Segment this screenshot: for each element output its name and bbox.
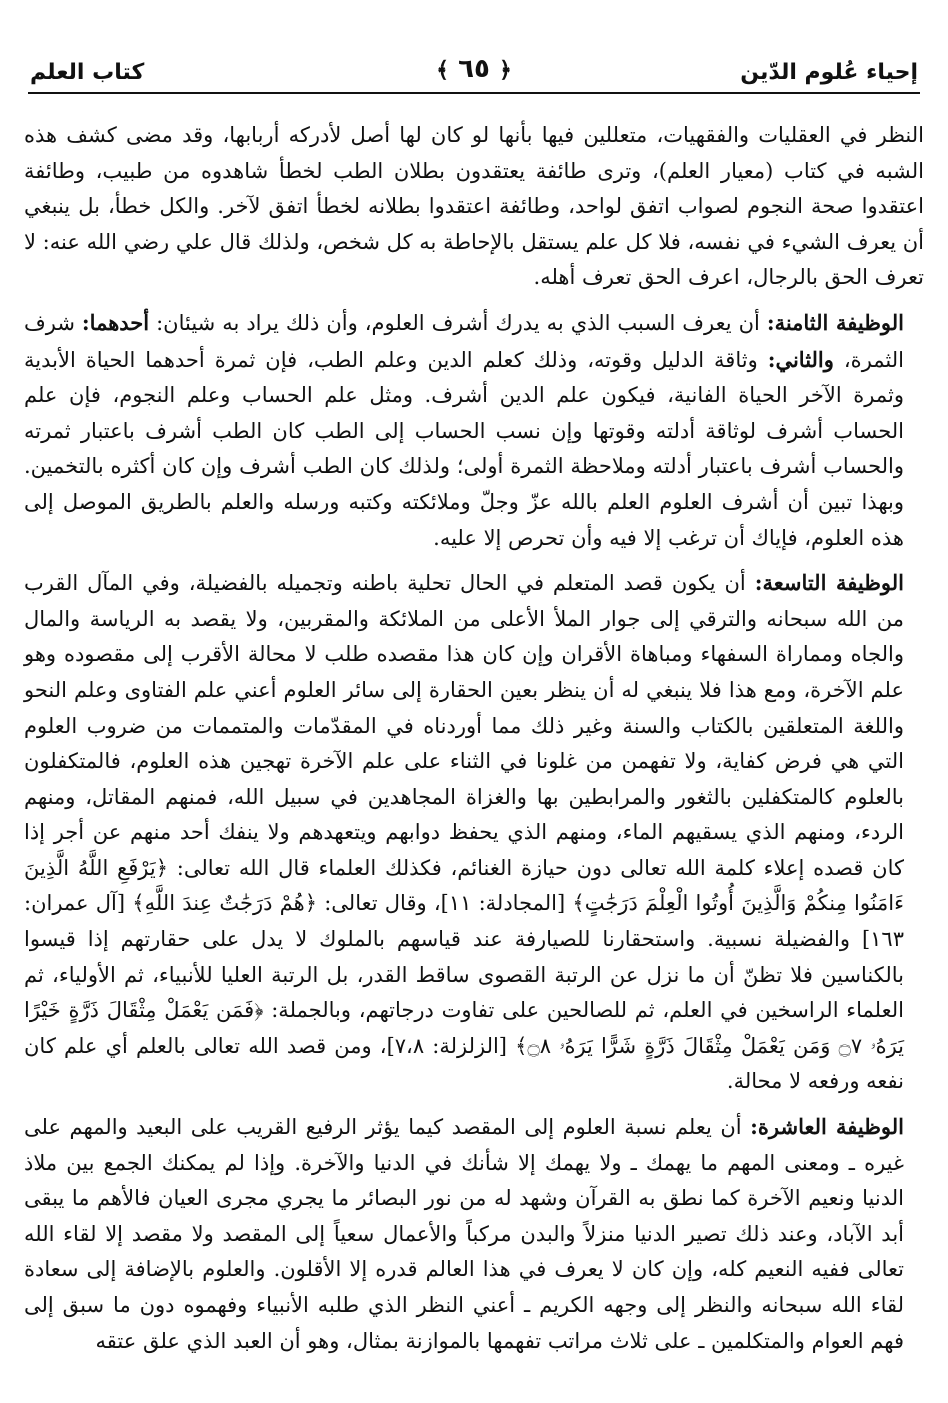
section-heading-9: الوظيفة التاسعة: xyxy=(754,570,905,596)
page-number: ٦٥ xyxy=(458,54,490,84)
paragraph-2-text-b: شرف الثمرة، xyxy=(24,310,904,372)
book-title: إحياء عُلوم الدّين xyxy=(740,60,918,85)
paragraph-1: النظر في العقليات والفقهيات، متعللين فيها بأنها لو كان لها أصل لأدركه أربابها، وقد مضى كشف هذه الشبه في كتاب (معيار العلم)، وترى طائفة يعتقدون بطلان الطب لخطأ شاهدوه من طبيب، وطائفة اعتقدوا صحة النجوم لصواب اتفق لواحد، وطائفة اعتقدوا بطلانه لخطأ اتفق لآخر. والكل خطأ، بل ينبغي أن يعرف الشيء في نفسه، فلا كل علم يستقل بالإحاطة به كل شخص، ولذلك قال علي رضي الله عنه: لا تعرف الحق بالرجال، اعرف الحق تعرف أهله. xyxy=(24,123,924,290)
paragraph-4 xyxy=(24,1109,924,1359)
paragraph-4-text: أن يعلم نسبة العلوم إلى المقصد كيما يؤثر الرفيع القريب على البعيد والمهم على غيره ـ ومعنى المهم ما يهمك ـ ولا يهمك إلا شأنك في الدنيا والآخرة. وإذا لم يمكنك الجمع بين ملاذ الدنيا ونعيم الآخرة كما نطق به القرآن وشهد له من نور البصائر ما يجري مجرى العيان فالأهم ما يبقى أبد الآباد، وعند ذلك تصير الدنيا منزلاً والبدن مركباً والأعمال سعياً إلى المقصد ولا مقصد إلا لقاء الله تعالى ففيه النعيم كله، وإن كان لا يعرف في هذا العالم قدره إلا الأقلون. والعلوم بالإضافة إلى سعادة لقاء الله سبحانه والنظر إلى وجهه الكريم ـ أعني النظر الذي طلبه الأنبياء وفهموه دون ما سبق إلى فهم العوام والمتكلمين ـ على ثلاث مراتب تفهمها بالموازنة بمثال، وهو أن العبد الذي علق عتقه xyxy=(24,1115,904,1353)
paragraph-3 xyxy=(24,565,924,1100)
first-term: أحدهما: xyxy=(81,309,150,335)
section-heading-10: الوظيفة العاشرة: xyxy=(750,1114,905,1140)
ornament-left-icon: ﴾ xyxy=(436,58,450,83)
second-term: والثاني: xyxy=(767,346,834,372)
section-heading-8: الوظيفة الثامنة: xyxy=(766,309,904,335)
paragraph-2-text-c: وثاقة الدليل وقوته، وذلك كعلم الدين وعلم الطب، فإن ثمرة أحدهما الحياة الأبدية وثمرة الآخر الحياة الفانية، فيكون علم الدين أشرف. ومثل علم الحساب وعلم النجوم، فإن علم الحساب أشرف لوثاقة أدلته وقوتها وإن نسب الحساب إلى الطب كان الطب أشرف باعتبار ثمرته والحساب أشرف باعتبار أدلته وملاحظة الثمرة أولى؛ ولذلك كان الطب أشرف وإن كان أكثره بالتخمين. وبهذا تبين أن أشرف العلوم العلم بالله عزّ وجلّ وملائكته وكتبه ورسله والعلم بالطريق الموصل إلى هذه العلوم، فإياك أن ترغب إلا فيه وأن تحرص إلا عليه. xyxy=(24,347,904,550)
main-text xyxy=(24,118,924,1359)
page-number-box xyxy=(436,54,512,84)
paragraph-3-text: أن يكون قصد المتعلم في الحال تحلية باطنه وتجميله بالفضيلة، وفي المآل القرب من الله سبحانه والترقي إلى جوار الملأ الأعلى من الملائكة والمقربين، ولا يقصد به الرياسة والمال والجاه ومماراة السفهاء ومباهاة الأقران وإن كان هذا مقصده طلب لا محالة الأقرب إلى مقصوده وهو علم الآخرة، ومع هذا فلا ينبغي له أن ينظر بعين الحقارة إلى سائر العلوم أعني علم الفتاوى وعلم النحو واللغة المتعلقين بالكتاب والسنة وغير ذلك مما أوردناه في المقدّمات والمتممات من ضروب العلوم التي هي فرض كفاية، ولا تفهمن من غلونا في الثناء على علم الآخرة تهجين هذه العلوم، فالمتكفلون بالعلوم كالمتكفلين بالثغور والمرابطين بها والغزاة المجاهدين في سبيل الله، فمنهم المقاتل، ومنهم الردء، ومنهم الذي يسقيهم الماء، ومنهم الذي يحفظ دوابهم ويتعهدهم ولا ينفك أحد منهم عن أجر إذا كان قصده إعلاء كلمة الله تعالى دون حيازة الغنائم، فكذلك العلماء قال الله تعالى: ﴿يَرْفَعِ اللَّهُ الَّذِينَ ءَامَنُوا مِنكُمْ وَالَّذِينَ أُوتُوا الْعِلْمَ دَرَجَٰتٍ﴾ [المجادلة: ١١]، وقال تعالى: ﴿هُمْ دَرَجَٰتٌ عِندَ اللَّهِ﴾ [آل عمران: ١٦٣] والفضيلة نسبية. واستحقارنا للصيارفة عند قياسهم بالملوك لا يدل على حقارتهم إذا قيسوا بالكناسين فلا تظنّ أن ما نزل عن الرتبة القصوى ساقط القدر، بل الرتبة العليا للأنبياء، ثم الأولياء، ثم العلماء الراسخين في العلم، ثم للصالحين على تفاوت درجاتهم، وبالجملة: ﴿فَمَن يَعْمَلْ مِثْقَالَ ذَرَّةٍ خَيْرًا يَرَهُۥ ۝٧ وَمَن يَعْمَلْ مِثْقَالَ ذَرَّةٍ شَرًّا يَرَهُۥ ۝٨﴾ [الزلزلة: ٧،٨]، ومن قصد الله تعالى بالعلم أي علم كان نفعه ورفعه لا محالة. xyxy=(24,571,905,1094)
running-header xyxy=(28,52,920,94)
chapter-title: كتاب العلم xyxy=(30,60,145,85)
paragraph-2 xyxy=(24,305,924,556)
paragraph-2-text-a: أن يعرف السبب الذي به يدرك أشرف العلوم، وأن ذلك يراد به شيئان: xyxy=(149,310,767,335)
ornament-right-icon: ﴿ xyxy=(498,58,512,83)
